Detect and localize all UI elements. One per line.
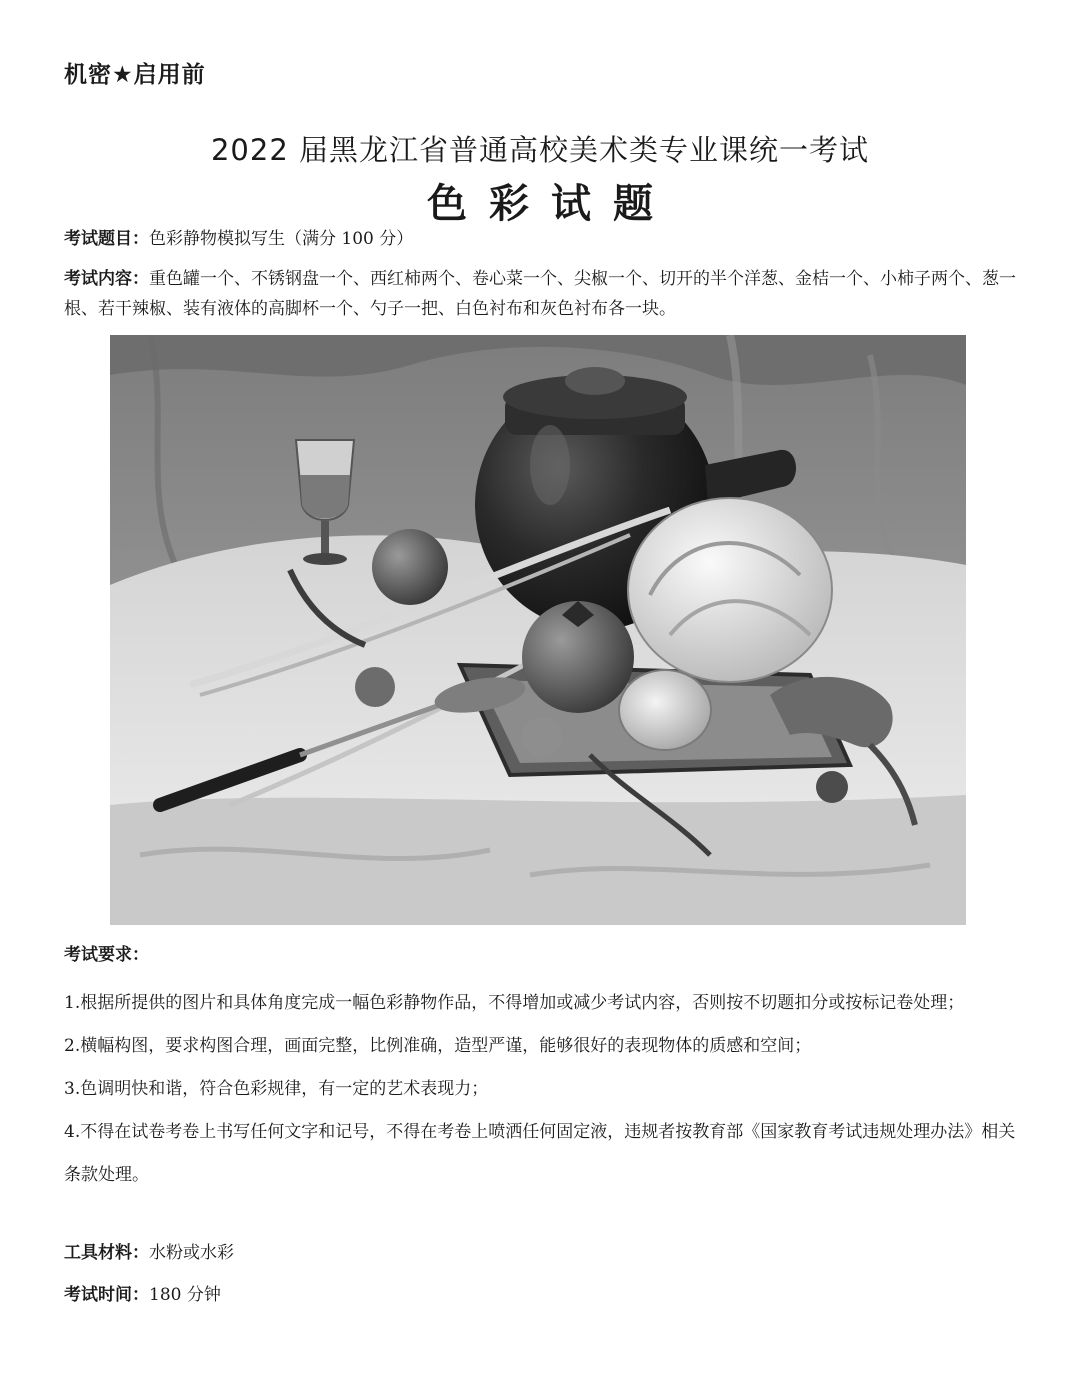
still-life-photo	[110, 335, 966, 925]
exam-topic	[64, 224, 1024, 254]
requirements-heading: 考试要求：	[64, 945, 149, 965]
requirements-list	[64, 982, 1024, 1197]
tools-value: 水粉或水彩	[149, 1243, 234, 1263]
requirement-item-4: 4.不得在试卷考卷上书写任何文字和记号，不得在考卷上喷洒任何固定液，违规者按教育部《国家教育考试违规处理办法》相关条款处理。	[64, 1122, 1016, 1185]
exam-title: 2022 届黑龙江省普通高校美术类专业课统一考试	[210, 133, 870, 167]
requirement-item-3: 3.色调明快和谐，符合色彩规律，有一定的艺术表现力；	[64, 1079, 489, 1099]
exam-subtitle: 色彩试题	[427, 180, 675, 227]
tools-materials	[64, 1238, 1024, 1268]
exam-content-value: 重色罐一个、不锈钢盘一个、西红柿两个、卷心菜一个、尖椒一个、切开的半个洋葱、金桔一个、小柿子两个、葱一根、若干辣椒、装有液体的高脚杯一个、勺子一把、白色衬布和灰色衬布各一块。	[64, 269, 1016, 319]
exam-content-label: 考试内容：	[64, 269, 149, 289]
exam-content	[64, 264, 1024, 324]
requirement-item-2: 2.横幅构图，要求构图合理，画面完整，比例准确，造型严谨，能够很好的表现物体的质感和空间；	[64, 1036, 812, 1056]
time-label: 考试时间：	[64, 1285, 149, 1305]
tools-label: 工具材料：	[64, 1243, 149, 1263]
still-life-illustration	[110, 335, 966, 925]
time-value: 180 分钟	[149, 1285, 221, 1305]
confidential-mark: 机密★启用前	[64, 62, 206, 88]
requirement-item-1: 1.根据所提供的图片和具体角度完成一幅色彩静物作品，不得增加或减少考试内容，否则按不切题扣分或按标记卷处理；	[64, 993, 965, 1013]
exam-time	[64, 1280, 1024, 1310]
exam-topic-label: 考试题目：	[64, 229, 149, 249]
exam-topic-value: 色彩静物模拟写生（满分 100 分）	[149, 229, 414, 249]
